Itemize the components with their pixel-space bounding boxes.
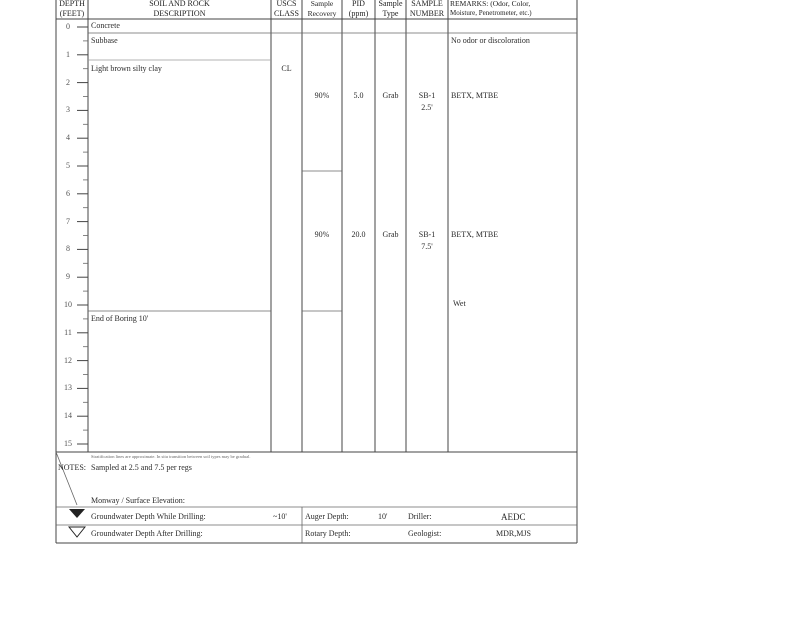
auger-depth-value: 10' <box>378 512 388 521</box>
depth-label: 12 <box>64 355 72 365</box>
remark-no-odor: No odor or discoloration <box>451 36 530 45</box>
sample-number: SB-1 <box>418 230 436 239</box>
sample-pid: 5.0 <box>353 91 364 100</box>
sample-remarks: BETX, MTBE <box>451 91 499 100</box>
depth-label: 5 <box>66 161 70 170</box>
sample-depth: 2.5' <box>421 103 433 112</box>
sample-remarks: BETX, MTBE <box>451 230 499 239</box>
layer-end-of-boring: End of Boring 10' <box>91 314 149 323</box>
gw-while-label: Groundwater Depth While Drilling: <box>91 512 206 521</box>
layer-clay: Light brown silty clay <box>91 64 162 73</box>
header-recovery: Sample Recovery <box>307 0 337 18</box>
auger-depth-label: Auger Depth: <box>305 512 349 521</box>
notes-label: NOTES: <box>58 463 86 472</box>
depth-label: 14 <box>64 411 72 421</box>
depth-label: 10 <box>64 300 72 309</box>
depth-label: 7 <box>66 216 70 226</box>
sample-pid: 20.0 <box>351 230 366 239</box>
depth-label: 15 <box>64 439 72 448</box>
layer-clay-uscs: CL <box>281 64 292 73</box>
depth-label: 1 <box>66 49 70 59</box>
sample-recovery: 90% <box>314 230 330 239</box>
driller-label: Driller: <box>408 512 432 521</box>
depth-label: 11 <box>64 327 72 337</box>
layer-concrete: Concrete <box>91 21 120 30</box>
surface-elevation-label: Monway / Surface Elevation: <box>91 496 185 505</box>
driller-value: AEDC <box>501 512 526 522</box>
header-sample-type: Sample Type <box>378 0 403 18</box>
groundwater-after-icon <box>68 526 86 538</box>
depth-label: 9 <box>66 272 70 282</box>
remark-wet: Wet <box>453 299 466 308</box>
geologist-value: MDR,MJS <box>496 529 531 538</box>
depth-label: 8 <box>66 244 70 254</box>
stratification-note: Stratification lines are approximate. In situ transition between soil types may be gradual. <box>91 454 251 459</box>
header-soil-description: SOIL AND ROCK DESCRIPTION <box>149 0 210 18</box>
header-sample-number: SAMPLE NUMBER <box>409 0 445 18</box>
gw-while-value: ~10' <box>273 512 287 521</box>
notes-text: Sampled at 2.5 and 7.5 per regs <box>91 463 192 472</box>
sample-recovery: 90% <box>314 91 330 100</box>
header-depth: DEPTH (FEET) <box>59 0 85 18</box>
layer-subbase: Subbase <box>91 36 118 45</box>
geologist-label: Geologist: <box>408 529 442 538</box>
rotary-depth-label: Rotary Depth: <box>305 529 351 538</box>
sample-type: Grab <box>382 230 399 239</box>
depth-label: 2 <box>66 77 70 87</box>
sample-number: SB-1 <box>418 91 436 100</box>
depth-label: 13 <box>64 383 72 393</box>
header-uscs: USCS CLASS <box>274 0 299 18</box>
depth-label: 0 <box>66 22 70 31</box>
sample-depth: 7.5' <box>421 242 433 251</box>
depth-label: 4 <box>66 133 70 143</box>
depth-label: 6 <box>66 188 70 198</box>
sample-type: Grab <box>382 91 399 100</box>
header-remarks: REMARKS: (Odor, Color, Moisture, Penetrometer, etc.) <box>450 0 532 17</box>
groundwater-while-icon <box>68 508 86 519</box>
header-pid: PID (ppm) <box>348 0 369 18</box>
depth-label: 3 <box>66 105 70 115</box>
gw-after-label: Groundwater Depth After Drilling: <box>91 529 203 538</box>
